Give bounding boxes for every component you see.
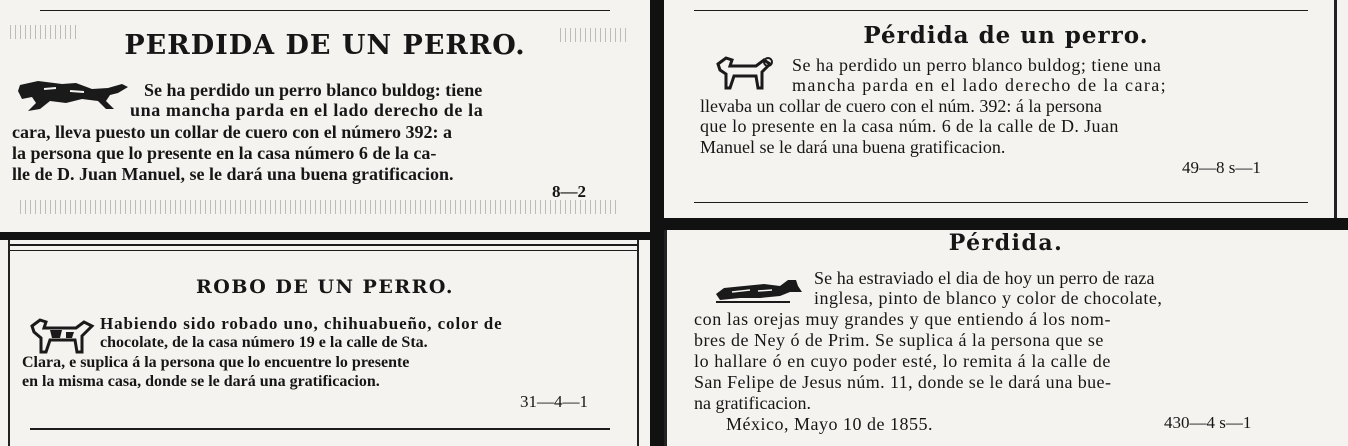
clipping-line: Se ha perdido un perro blanco buldog: tiene xyxy=(144,80,483,100)
top-rule xyxy=(10,250,637,251)
clipping-line: cara, lleva puesto un collar de cuero con el número 392: a xyxy=(12,122,452,142)
clipping-line: Habiendo sido robado uno, chihuabueño, color de xyxy=(100,314,503,333)
clipping-title: Pérdida de un perro. xyxy=(863,22,1149,49)
clipping-line: mancha parda en el lado derecho de la cara; xyxy=(792,75,1168,95)
clipping-line: en la misma casa, donde se le dará una gratificacion. xyxy=(22,373,380,390)
print-speckle xyxy=(20,200,620,214)
clipping-line: la persona que lo presente en la casa número 6 de la ca- xyxy=(12,143,437,163)
dog-lying-icon xyxy=(710,274,806,304)
clipping-line: na gratificacion. xyxy=(694,393,811,413)
panel-border xyxy=(8,240,10,446)
clipping-line: lo hallare ó en cuyo poder esté, lo remita á la calle de xyxy=(694,351,1111,371)
clipping-line: con las orejas muy grandes y que entiendo á los nom- xyxy=(694,309,1112,329)
top-rule xyxy=(10,244,637,246)
clipping-line: San Felipe de Jesus núm. 11, donde se le dará una bue- xyxy=(694,372,1112,392)
top-rule xyxy=(40,10,610,11)
bottom-rule xyxy=(694,202,1308,203)
clipping-title: PERDIDA DE UN PERRO. xyxy=(124,30,526,61)
clipping-line: Se ha perdido un perro blanco buldog; tiene una xyxy=(792,55,1162,75)
clipping-line: una mancha parda en el lado derecho de la xyxy=(130,100,484,120)
clipping-line: Se ha estraviado el dia de hoy un perro de raza xyxy=(814,268,1155,288)
clipping-reference: 49—8 s—1 xyxy=(1182,158,1261,177)
clipping-line: llevaba un collar de cuero con el núm. 392: á la persona xyxy=(700,96,1102,116)
panel-border xyxy=(664,230,667,446)
clipping-perdida-de-un-perro-caps xyxy=(0,0,650,232)
panel-border xyxy=(637,240,639,446)
clipping-line: bres de Ney ó de Prim. Se suplica á la persona que se xyxy=(694,330,1104,350)
clipping-perdida xyxy=(664,230,1348,446)
clipping-reference: 430—4 s—1 xyxy=(1164,413,1252,432)
top-rule xyxy=(694,10,1308,11)
clipping-dateline: México, Mayo 10 de 1855. xyxy=(726,414,933,434)
bottom-rule xyxy=(30,428,610,430)
dog-standing-icon xyxy=(708,54,774,92)
clipping-title: Pérdida. xyxy=(948,230,1064,256)
clipping-reference: 8—2 xyxy=(552,182,586,201)
clipping-robo-de-un-perro xyxy=(0,240,650,446)
clipping-line: lle de D. Juan Manuel, se le dará una buena gratificacion. xyxy=(12,164,454,184)
clipping-title: ROBO DE UN PERRO. xyxy=(196,276,454,298)
clipping-line: Manuel se le dará una buena gratificacion. xyxy=(700,137,1006,157)
dog-standing-icon xyxy=(24,314,98,356)
clipping-reference: 31—4—1 xyxy=(520,392,588,411)
clipping-perdida-de-un-perro xyxy=(664,0,1348,218)
clipping-line: que lo presente en la casa núm. 6 de la calle de D. Juan xyxy=(700,116,1119,136)
clipping-line: inglesa, pinto de blanco y color de chocolate, xyxy=(814,288,1163,308)
clipping-line: chocolate, de la casa número 19 e la calle de Sta. xyxy=(100,334,428,351)
dog-running-icon xyxy=(14,75,132,115)
clipping-line: Clara, e suplica á la persona que lo encuentre lo presente xyxy=(22,354,410,371)
